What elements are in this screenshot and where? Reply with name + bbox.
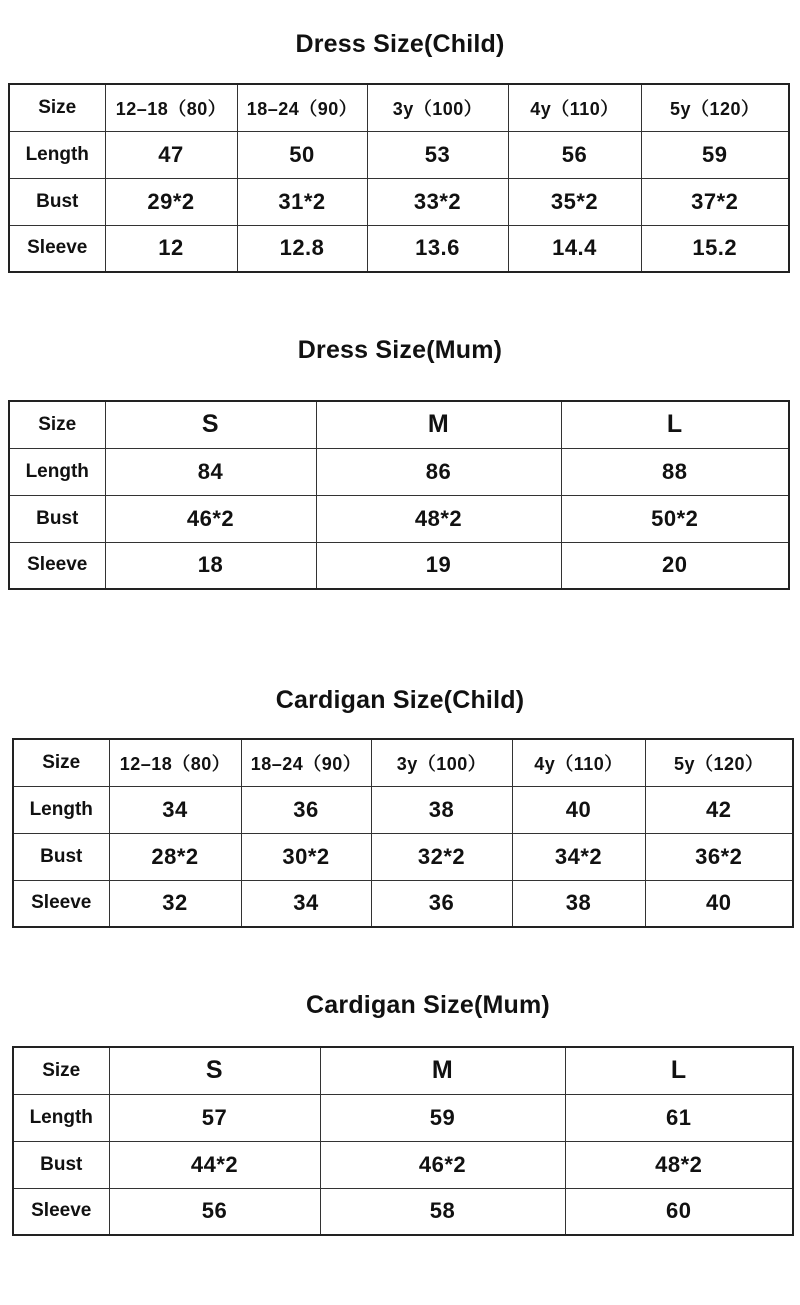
size-header-cell: 4y（110）: [512, 739, 645, 786]
sleeve-value: 12: [105, 225, 237, 272]
bust-value: 46*2: [105, 495, 316, 542]
bust-value: 37*2: [641, 178, 789, 225]
bust-value: 50*2: [561, 495, 789, 542]
dress-child-table: [8, 83, 790, 273]
length-value: 38: [371, 786, 512, 833]
length-row: [9, 448, 789, 495]
sleeve-label: Sleeve: [13, 880, 109, 927]
sleeve-label: Sleeve: [9, 542, 105, 589]
sleeve-value: 38: [512, 880, 645, 927]
cardigan-child-title: Cardigan Size(Child): [275, 686, 525, 714]
sleeve-value: 36: [371, 880, 512, 927]
sleeve-value: 20: [561, 542, 789, 589]
size-header-cell: 4y（110）: [508, 84, 641, 131]
length-value: 47: [105, 131, 237, 178]
size-header-cell: 12–18（80）: [109, 739, 241, 786]
size-header-cell: 3y（100）: [367, 84, 508, 131]
header-row: [9, 84, 789, 131]
size-header-cell: 5y（120）: [645, 739, 793, 786]
sleeve-value: 60: [565, 1188, 793, 1235]
bust-value: 34*2: [512, 833, 645, 880]
cardigan-child-table: [12, 738, 794, 928]
header-row: [9, 401, 789, 448]
length-value: 61: [565, 1094, 793, 1141]
length-value: 42: [645, 786, 793, 833]
sleeve-value: 14.4: [508, 225, 641, 272]
size-header-label: Size: [9, 84, 105, 131]
bust-value: 31*2: [237, 178, 367, 225]
bust-value: 48*2: [316, 495, 561, 542]
length-value: 57: [109, 1094, 320, 1141]
bust-value: 36*2: [645, 833, 793, 880]
length-value: 56: [508, 131, 641, 178]
length-value: 50: [237, 131, 367, 178]
size-header-label: Size: [9, 401, 105, 448]
bust-value: 33*2: [367, 178, 508, 225]
length-value: 86: [316, 448, 561, 495]
length-value: 59: [641, 131, 789, 178]
sleeve-value: 40: [645, 880, 793, 927]
size-header-label: Size: [13, 739, 109, 786]
size-header-label: Size: [13, 1047, 109, 1094]
bust-value: 44*2: [109, 1141, 320, 1188]
size-header-cell: L: [565, 1047, 793, 1094]
bust-label: Bust: [9, 178, 105, 225]
sleeve-row: [13, 1188, 793, 1235]
length-label: Length: [13, 1094, 109, 1141]
bust-value: 46*2: [320, 1141, 565, 1188]
sleeve-row: [13, 880, 793, 927]
dress-child-title: Dress Size(Child): [295, 30, 505, 58]
length-label: Length: [9, 131, 105, 178]
sleeve-value: 13.6: [367, 225, 508, 272]
bust-row: [13, 1141, 793, 1188]
dress-mum-title: Dress Size(Mum): [297, 336, 503, 364]
length-value: 59: [320, 1094, 565, 1141]
header-row: [13, 1047, 793, 1094]
sleeve-row: [9, 225, 789, 272]
size-header-cell: 18–24（90）: [237, 84, 367, 131]
sleeve-value: 32: [109, 880, 241, 927]
bust-value: 30*2: [241, 833, 371, 880]
length-value: 84: [105, 448, 316, 495]
dress-mum-table: [8, 400, 790, 590]
length-label: Length: [13, 786, 109, 833]
length-value: 88: [561, 448, 789, 495]
length-value: 36: [241, 786, 371, 833]
sleeve-label: Sleeve: [13, 1188, 109, 1235]
length-value: 34: [109, 786, 241, 833]
bust-label: Bust: [9, 495, 105, 542]
sleeve-value: 56: [109, 1188, 320, 1235]
size-header-cell: S: [105, 401, 316, 448]
length-row: [9, 131, 789, 178]
size-header-cell: M: [320, 1047, 565, 1094]
length-row: [13, 1094, 793, 1141]
bust-row: [9, 178, 789, 225]
size-header-cell: 12–18（80）: [105, 84, 237, 131]
sleeve-value: 15.2: [641, 225, 789, 272]
bust-label: Bust: [13, 1141, 109, 1188]
length-value: 40: [512, 786, 645, 833]
size-header-cell: S: [109, 1047, 320, 1094]
cardigan-mum-title: Cardigan Size(Mum): [306, 991, 550, 1019]
bust-value: 32*2: [371, 833, 512, 880]
sleeve-value: 19: [316, 542, 561, 589]
length-label: Length: [9, 448, 105, 495]
size-header-cell: 3y（100）: [371, 739, 512, 786]
sleeve-label: Sleeve: [9, 225, 105, 272]
size-header-cell: 18–24（90）: [241, 739, 371, 786]
bust-value: 35*2: [508, 178, 641, 225]
length-row: [13, 786, 793, 833]
bust-value: 48*2: [565, 1141, 793, 1188]
bust-label: Bust: [13, 833, 109, 880]
size-header-cell: M: [316, 401, 561, 448]
size-header-cell: 5y（120）: [641, 84, 789, 131]
sleeve-value: 34: [241, 880, 371, 927]
sleeve-value: 18: [105, 542, 316, 589]
cardigan-mum-table: [12, 1046, 794, 1236]
bust-row: [9, 495, 789, 542]
header-row: [13, 739, 793, 786]
bust-value: 29*2: [105, 178, 237, 225]
sleeve-value: 58: [320, 1188, 565, 1235]
length-value: 53: [367, 131, 508, 178]
sleeve-row: [9, 542, 789, 589]
bust-value: 28*2: [109, 833, 241, 880]
bust-row: [13, 833, 793, 880]
size-header-cell: L: [561, 401, 789, 448]
sleeve-value: 12.8: [237, 225, 367, 272]
